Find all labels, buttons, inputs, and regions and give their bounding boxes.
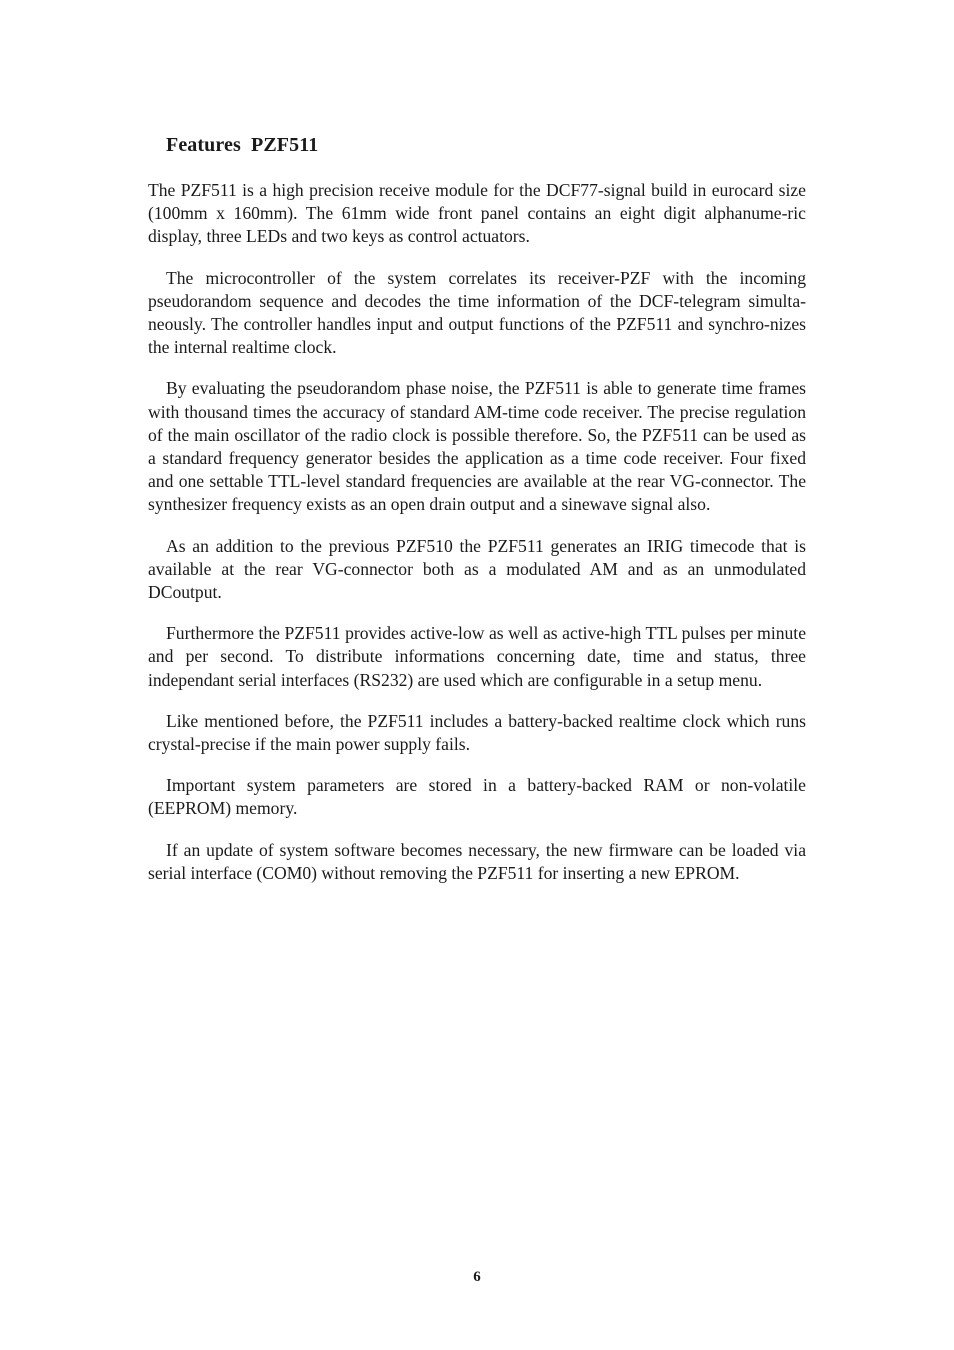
paragraph-phase-noise: By evaluating the pseudorandom phase noise, the PZF511 is able to generate time frames with thousand times the accuracy of standard AM-time code receiver. The precise regulation of the main oscillator of the radio clock is possible therefore. So, the PZF511 can be used as a standard frequency generator besides the application as a time code receiver. Four fixed and one settable TTL-level standard frequencies are available at the rear VG-connector. The synthesizer frequency exists as an open drain output and a sinewave signal also. <box>148 378 806 515</box>
page-number: 6 <box>473 1269 481 1285</box>
paragraph-firmware: If an update of system software becomes necessary, the new firmware can be loaded via serial interface (COM0) without removing the PZF511 for inserting a new EPROM. <box>148 839 806 883</box>
paragraph-parameters: Important system parameters are stored in a battery-backed RAM or non-volatile (EEPROM) memory. <box>148 775 806 819</box>
paragraph-realtime-clock: Like mentioned before, the PZF511 includes a battery-backed realtime clock which runs crystal-precise if the main power supply fails. <box>148 710 806 755</box>
paragraph-irig: As an addition to the previous PZF510 the PZF511 generates an IRIG timecode that is available at the rear VG-connector both as a modulated AM and as an unmodulated DCoutput. <box>148 535 806 603</box>
paragraph-intro: The PZF511 is a high precision receive module for the DCF77-signal build in eurocard size (100mm x 160mm). The 61mm wide front panel contains an eight digit alphanume-ric display, three LEDs and two keys as control actuators. <box>148 180 806 247</box>
paragraph-microcontroller: The microcontroller of the system correlates its receiver-PZF with the incoming pseudorandom sequence and decodes the time information of the DCF-telegram simulta-neously. The controller handles input and output functions of the PZF511 and synchro-nizes the internal realtime clock. <box>148 267 806 358</box>
paragraph-pulses: Furthermore the PZF511 provides active-low as well as active-high TTL pulses per minute and per second. To distribute informations concerning date, time and status, three independant serial interfaces (RS232) are used which are configurable in a setup menu. <box>148 623 806 690</box>
body-text <box>148 179 806 903</box>
section-heading: Features PZF511 <box>166 134 319 156</box>
